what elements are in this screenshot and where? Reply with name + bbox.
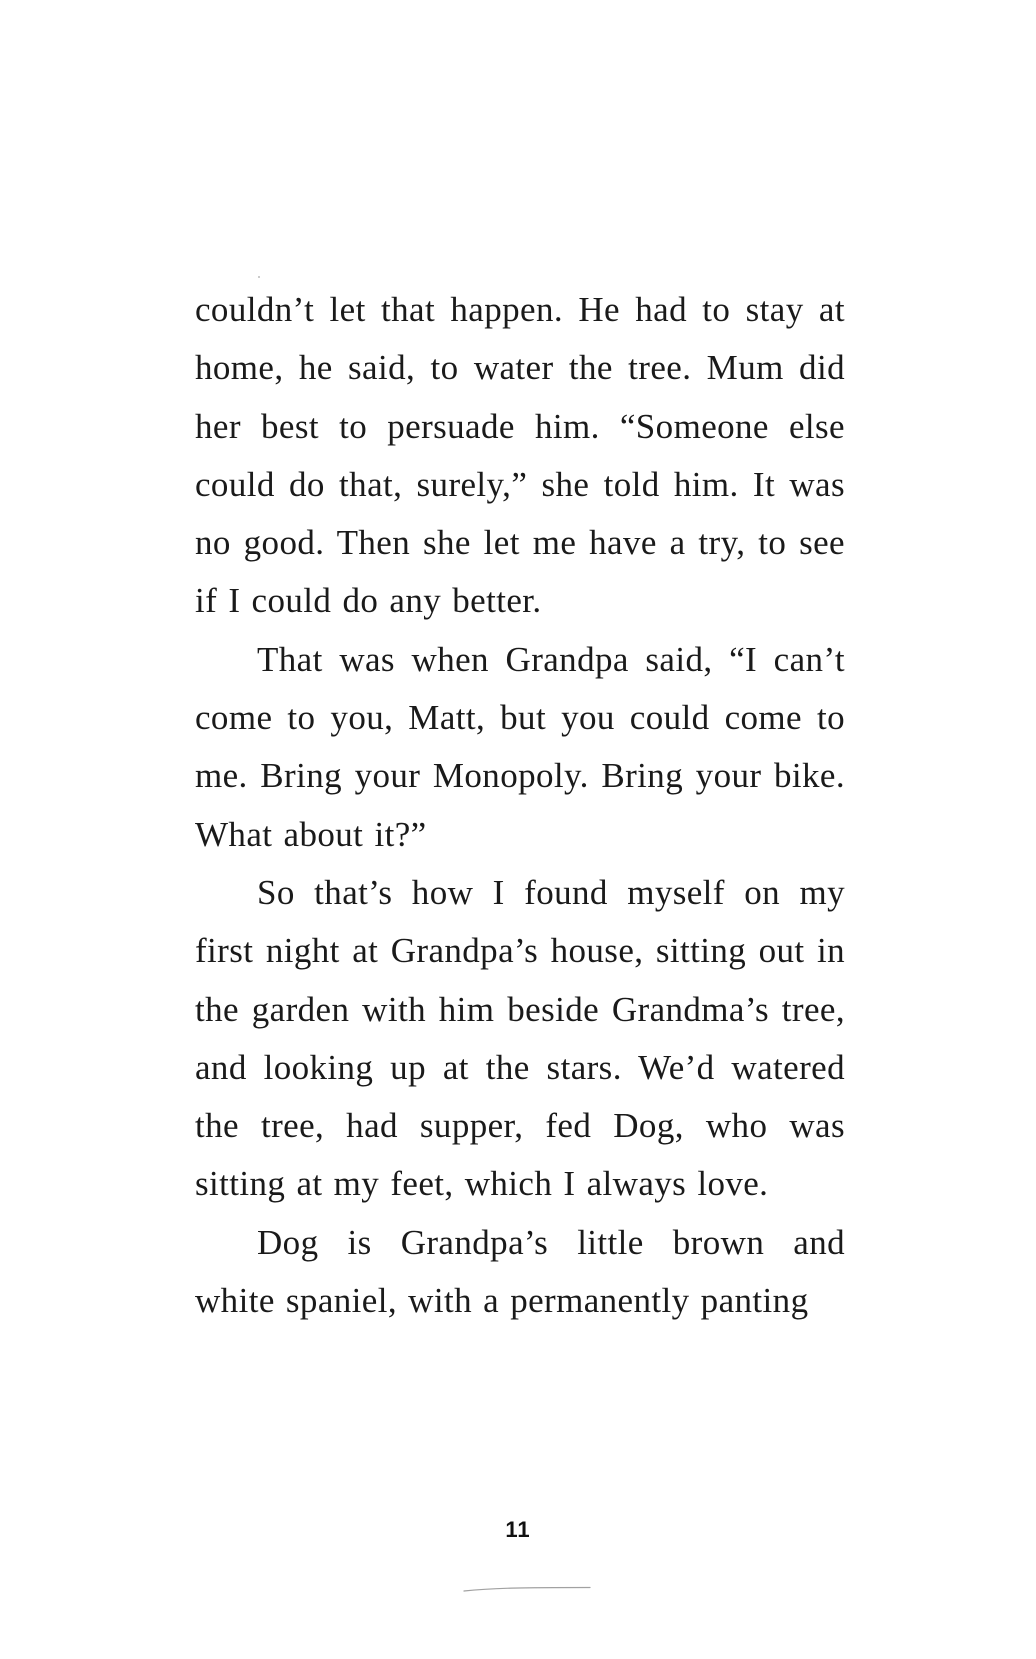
paragraph-3: So that’s how I found myself on my first night at Grandpa’s house, sitting out in the garden with him beside Grandma’s tree, and looking up at the stars. We’d watered the tree, had supper, fed Dog, who was sitting at my feet, which I always love. xyxy=(195,872,845,1204)
body-text xyxy=(195,281,845,1330)
paragraph-1: couldn’t let that happen. He had to stay at home, he said, to water the tree. Mum did her best to persuade him. “Someone else could do that, surely,” she told him. It was no good. Then she let me have a try, to see if I could do any better. xyxy=(195,290,845,621)
print-speck xyxy=(258,276,260,278)
paragraph-4: Dog is Grandpa’s little brown and white spaniel, with a permanently panting xyxy=(195,1222,845,1321)
paragraph-2: That was when Grandpa said, “I can’t come to you, Matt, but you could come to me. Bring your Monopoly. Bring your bike. What about it?” xyxy=(195,639,845,854)
scan-smudge xyxy=(462,1586,592,1592)
page-number: 11 xyxy=(505,1517,531,1542)
